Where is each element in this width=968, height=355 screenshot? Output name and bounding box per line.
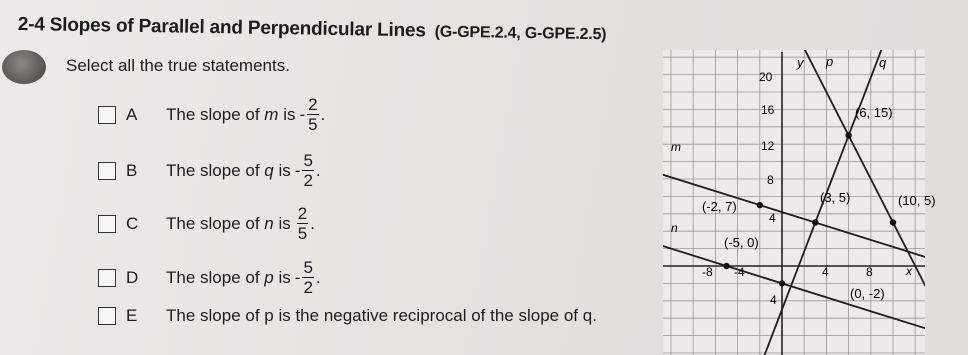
x-axis-label: x [906,264,912,278]
option-is: is [278,267,291,287]
y-tick: 16 [761,103,775,117]
y-tick: 12 [761,139,775,153]
option-letter: C [126,213,139,233]
point-label: (0, -2) [850,286,885,301]
point-label: (10, 5) [898,193,936,208]
x-tick: 8 [866,265,873,279]
option-end: . [315,160,321,180]
point-label: (3, 5) [820,190,851,205]
line-label-m: m [671,140,681,154]
line-label-p: p [826,54,834,69]
y-tick: 20 [759,70,773,84]
graph-point [723,263,729,269]
option-text: The slope of [166,104,260,124]
option-letter: E [126,306,138,325]
option-end: . [320,104,326,124]
title-standards: (G-GPE.2.4, G-GPE.2.5) [434,23,607,44]
fraction-numerator: 2 [297,204,308,223]
fraction-denominator: 5 [308,115,318,134]
point-label: (6, 15) [855,105,893,120]
option-var: q [264,160,274,180]
x-tick: -4 [734,265,745,279]
option-sign: - [294,160,301,180]
y-axis-label: y [797,55,804,70]
fraction-numerator: 2 [308,95,318,114]
instruction-text: Select all the true statements. [66,56,290,75]
option-var: m [264,104,279,124]
x-tick: 4 [822,265,829,279]
graph-area [627,0,960,355]
fraction-numerator: 5 [303,258,313,277]
graph-point [845,132,851,138]
option-is: is [278,213,291,233]
option-sign: - [294,267,301,287]
y-tick: 8 [767,173,774,187]
fraction-denominator: 2 [303,171,313,190]
option-end: . [315,267,321,287]
fraction-denominator: 2 [303,278,313,297]
option-end: . [310,213,315,233]
option-var: p [264,267,274,287]
y-tick: 4 [770,293,777,307]
option-text: The slope of p is the negative reciprocal of the slope of q. [166,306,597,325]
option-sign: - [299,104,306,124]
option-letter: A [126,104,138,124]
title-text: 2-4 Slopes of Parallel and Perpendicular Lines [17,14,426,42]
option-letter: D [126,267,139,287]
option-text: The slope of [166,267,260,287]
option-letter: B [126,160,138,180]
x-tick: -8 [702,265,713,279]
option-is: is [278,160,291,180]
option-text: The slope of [166,160,260,180]
point-label: (-2, 7) [702,199,737,214]
fraction-numerator: 5 [303,151,313,170]
point-label: (-5, 0) [724,235,759,250]
y-tick: 4 [769,211,776,225]
option-text: The slope of [166,213,260,233]
option-is: is [283,104,296,124]
fraction-denominator: 5 [297,224,308,243]
graph-point [890,219,896,225]
graph-point [757,202,763,208]
graph-point [779,280,785,286]
line-label-n: n [671,221,678,235]
option-var: n [264,213,274,233]
graph-point [812,219,818,225]
line-label-q: q [879,55,887,70]
